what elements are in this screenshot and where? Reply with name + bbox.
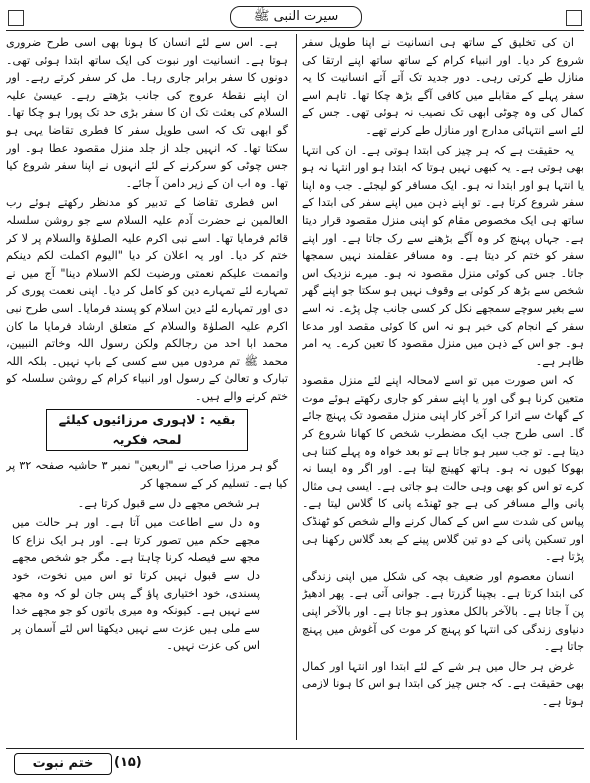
header-ornament-left xyxy=(8,10,24,26)
column-divider xyxy=(296,34,297,740)
footer-brand: ختم نبوت xyxy=(14,753,112,775)
left-paragraph-2: اس فطری تقاضا کے تدبیر کو مدنظر رکھتے ہوئے رب العالمین نے حضرت آدم علیہ السلام سے جو روشن سلسلہ قائم فرمایا تھا۔ اسے نبی اکرم علیہ الصلوٰۃ والسلام پر لا کر ختم کر دیا۔ اور یہ اعلان کر دیا "الیوم اکملت لکم دینکم واتممت علیکم نعمتی ورضیت لکم الاسلام دینا" آج میں نے تمہارے لئے تمہارے دین کو کامل کر دیا۔ اپنی نعمت پوری کر دی اور تمہارے لئے دین اسلام کو پسند فرمایا۔ اسی طرح نبی اکرم علیہ الصلوٰۃ والسلام کے متعلق ارشاد فرمایا ما کان محمد ابا احد من رجالکم ولکن رسول اللہ وخاتم النبیین، محمد ﷺ تم مردوں میں سے کسی کے باپ نہیں۔ بلکہ اللہ تبارک و تعالیٰ کے رسول اور انبیاء کرام کے روشن سلسلہ کو ختم کرنے والے ہیں۔ xyxy=(6,196,288,403)
continuation-box-label: بقیہ : لاہوری مرزائیوں کیلئے لمحہ فکریہ xyxy=(46,409,248,451)
left-after-box-paragraph: گو ہر مرزا صاحب نے "اربعین" نمبر ۳ حاشیہ صفحہ ۳۲ پر کیا ہے۔ تسلیم کر کے سمجھا کر xyxy=(6,459,288,491)
page-footer xyxy=(6,748,584,777)
right-paragraph-4: انسان معصوم اور ضعیف بچہ کی شکل میں اپنی زندگی کی ابتدا کرتا ہے۔ بچپنا گزرتا ہے۔ جوانی آتی ہے۔ پھر ادھیڑ پن آ جاتا ہے۔ بالآخر بالکل معذور ہو جاتا ہے۔ اور بالآخر اپنی دنیاوی زندگی کی انتہا کو پہنچ کر موت کی آغوش میں پہنچ جاتا ہے۔ xyxy=(302,569,584,654)
page-header xyxy=(6,4,584,31)
left-paragraph-1: ہے۔ اس سے لئے انسان کا ہونا بھی اسی طرح ضروری ہوتا ہے۔ انسانیت اور نبوت کی ایک ساتھ ابتدا ہوئی تھی۔ دونوں کا سفر برابر جاری رہا۔ مل کر سفر کرتے رہے۔ اور ان اپنے نقطۂ عروج کی جانب بڑھتے رہے۔ عیسیٰ علیہ السلام کی بعثت تک ان کا سفر بڑی حد تک پورا ہو چکا تھا۔ گو ابھی تک کہ اسی طویل سفر کا فطری تقاضا یہی ہو سکتا تھا۔ کہ انہیں جلد از جلد منزل مقصود عطا ہو۔ اور جس چوٹی کو سرکرنے کے لئے انہوں نے اپنا سفر شروع کیا تھا۔ وہ اب ان کے زیر دامن آ جائے۔ xyxy=(6,36,288,190)
right-paragraph-3: کہ اس صورت میں تو اسے لامحالہ اپنے لئے منزل مقصود متعین کرنا ہو گی اور یا اپنے سفر کو جاری رکھتے ہوئے موت کے گھاٹ سے اترا کر آخر کار اپنی منزل مقصود تک پہنچ جائے گا۔ اسی طرح جب ایک مضطرب شخص کا کھانا شروع کر دیتا ہے۔ تو جب سیر ہو جاتا ہے تو بعد خواہ وہ پہلے کتنا ہی بھوکا کیوں نہ ہو۔ ہاتھ کھینچ لیتا ہے۔ اور اگر وہ ایسا نہ کرے تو اس کو بھی وہی حالت ہو جاتی ہے۔ ایسی ہی مثال پانی والے مسافر کی ہے جو ٹھنڈے پانی کا گلاس لیتا ہے۔ پیاس کی شدت سے اس کے کمال کرنے والے شخص کو ٹھنڈک اور تسکین پانی کے دو تین گلاس پینے کے بعد گلاس رکھنا ہی پڑتا ہے۔ xyxy=(302,374,584,564)
magazine-page xyxy=(6,4,584,778)
right-paragraph-5: غرض ہر حال میں ہر شے کے لئے ابتدا اور انتہا اور کمال بھی حقیقت ہے۔ کہ جس چیز کی ابتدا ہو اس کا ہونا لازمی ہوتا ہے۔ xyxy=(302,659,584,708)
right-column xyxy=(302,34,584,742)
right-paragraph-2: یہ حقیقت ہے کہ ہر چیز کی ابتدا ہوتی ہے۔ ان کی انتہا بھی ہوتی ہے۔ یہ کبھی نہیں ہوتا کہ ابتدا ہو اور انتہا نہ ہو یا انتہا ہو اور ابتدا نہ ہو۔ ایک مسافر کو لیجئے۔ جب وہ اپنا سفر شروع کرتا ہے۔ تو اپنے ذہن میں اپنے سفر کی ابتدا کے ساتھ ہی ایک مخصوص مقام کو اپنی منزل مقصود قرار دیتا ہے۔ جہاں پہنچ کر وہ آگے بڑھنے سے رک جاتا ہے۔ اور اپنے سفر کو ختم کر دیتا ہے۔ وہ مسافر عقلمند نہیں سمجھا جاتا۔ جس کی کوئی منزل مقصود نہ ہو۔ میرے نزدیک اس شخص سے بڑھ کر کوئی بے وقوف نہیں ہو سکتا جو اپنے گھر سے بغیر سوچے سمجھے نکل کر کسی جانب چل پڑے۔ نہ اسے سفر کے انجام کی خبر ہو نہ اس کا کوئی مقصد اور مدعا ہو۔ جو اس کے ذہن میں منزل مقصود کا تعین کرے۔ یہ امر ظاہر ہے۔ xyxy=(302,143,584,368)
page-number: (۱۵) xyxy=(114,755,142,770)
poem-line-1: ہر شخص مجھے دل سے قبول کرتا ہے۔ xyxy=(77,496,260,510)
left-column xyxy=(6,34,288,742)
header-title: سیرت النبی ﷺ xyxy=(230,6,362,28)
right-paragraph-1: ان کی تخلیق کے ساتھ ہی انسانیت نے اپنا طویل سفر شروع کر دیا۔ اور انبیاء کرام کے ساتھ ساتھ اپنے ارتقا کی منازل طے کرتی رہی۔ دور جدید تک آتے آتے انسانیت کا یہ سفر پہلے کے مقابلے میں کافی آگے بڑھ چکا تھا۔ تاہم اسے کمال کی وہ چوٹی ابھی تک نصیب نہ ہوئی تھی۔ جس کے لئے اسے انتہائی مدارج اور منازل طے کرنے تھے۔ xyxy=(302,36,584,137)
header-ornament-right xyxy=(566,10,582,26)
poem-line-2: وہ دل سے اطاعت میں آتا ہے۔ اور ہر حالت میں مجھے حکم میں تصور کرتا ہے۔ اور ہر ایک نزاع کا مجھ سے فیصلہ کرنا چاہتا ہے۔ مگر جو شخص مجھے دل سے قبول نہیں کرتا تو اس میں نخوت، خود پسندی، خود اختیاری پاؤ گے پس جان لو کہ وہ مجھ سے نہیں ہے۔ کیونکہ وہ میری باتوں کو جو مجھے خدا سے ملی ہیں عزت سے نہیں دیکھتا اس لئے آسمان پر اس کی عزت نہیں۔ xyxy=(12,516,260,653)
